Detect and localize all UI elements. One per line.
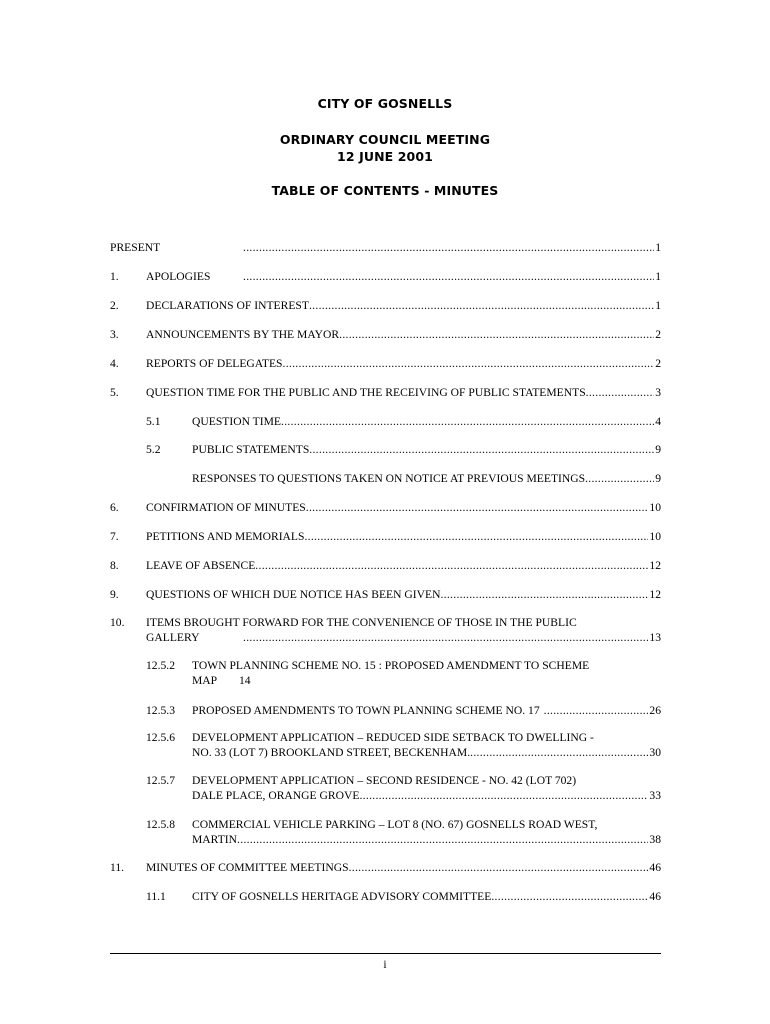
toc-entry-brookland xyxy=(192,746,661,760)
page-number: 38 xyxy=(649,833,661,846)
toc-title: QUESTION TIME FOR THE PUBLIC AND THE RECEIVING OF PUBLIC STATEMENTS xyxy=(146,386,586,399)
city-heading: CITY OF GOSNELLS xyxy=(317,96,453,111)
page-number: 9 xyxy=(655,472,661,485)
footer-page-number: i xyxy=(383,958,387,971)
leader-dots xyxy=(309,299,654,313)
toc-title: CONFIRMATION OF MINUTES xyxy=(146,501,306,514)
toc-title: MINUTES OF COMMITTEE MEETINGS xyxy=(146,861,349,874)
toc-title-line1: DEVELOPMENT APPLICATION – REDUCED SIDE SETBACK TO DWELLING - xyxy=(192,731,594,744)
leader-dots xyxy=(349,861,649,875)
leader-dots xyxy=(339,328,654,342)
toc-title: QUESTION TIME xyxy=(192,415,281,428)
toc-title: REPORTS OF DELEGATES xyxy=(146,357,283,370)
toc-entry-dale-place xyxy=(192,789,661,803)
meeting-date: 12 JUNE 2001 xyxy=(337,149,433,164)
page-number: 26 xyxy=(649,704,661,717)
toc-title: PETITIONS AND MEMORIALS xyxy=(146,530,305,543)
toc-title-apologies: APOLOGIES xyxy=(146,270,211,283)
toc-title: DECLARATIONS OF INTEREST xyxy=(146,299,309,312)
toc-entry-items-forward xyxy=(243,631,661,645)
page-number: 30 xyxy=(649,746,661,759)
page-number: 10 xyxy=(649,530,661,543)
toc-number: 5.2 xyxy=(146,443,161,456)
page-number: 2 xyxy=(655,328,661,341)
toc-number: 6. xyxy=(110,501,119,514)
meeting-heading: ORDINARY COUNCIL MEETING xyxy=(279,132,491,147)
toc-title-line2: MAP xyxy=(192,674,218,687)
toc-entry-announcements xyxy=(146,328,661,342)
leader-dots xyxy=(237,833,648,847)
leader-dots xyxy=(243,631,648,645)
toc-number: 9. xyxy=(110,588,119,601)
toc-number: 3. xyxy=(110,328,119,341)
leader-dots xyxy=(540,704,649,718)
toc-number: 11.1 xyxy=(146,890,166,903)
page-number: 3 xyxy=(655,386,661,399)
toc-entry-petitions xyxy=(146,530,661,544)
toc-number: 2. xyxy=(110,299,119,312)
toc-number: 12.5.8 xyxy=(146,818,175,831)
toc-number: 5. xyxy=(110,386,119,399)
toc-entry-question-time-public xyxy=(146,386,661,400)
leader-dots xyxy=(440,588,648,602)
page-number: 12 xyxy=(649,559,661,572)
toc-number: 4. xyxy=(110,357,119,370)
toc-entry-questions-notice xyxy=(146,588,661,602)
page-number: 4 xyxy=(655,415,661,428)
toc-entry-leave xyxy=(146,559,661,573)
page-number: 46 xyxy=(649,890,661,903)
toc-title-line1: TOWN PLANNING SCHEME NO. 15 : PROPOSED AMENDMENT TO SCHEME xyxy=(192,659,590,672)
toc-number: 12.5.7 xyxy=(146,774,175,787)
toc-entry-martin xyxy=(192,833,661,847)
toc-entry-declarations xyxy=(146,299,661,313)
leader-dots xyxy=(281,415,654,429)
leader-dots xyxy=(359,789,648,803)
page-number: 12 xyxy=(649,588,661,601)
toc-entry-apologies xyxy=(243,270,661,284)
footer-rule xyxy=(110,953,661,954)
page-number: 9 xyxy=(655,443,661,456)
page-number: 14 xyxy=(239,674,251,687)
toc-title-line2: NO. 33 (LOT 7) BROOKLAND STREET, BECKENHAM. xyxy=(192,746,471,759)
toc-title: PUBLIC STATEMENTS xyxy=(192,443,310,456)
page-number: 46 xyxy=(649,861,661,874)
toc-entry-responses xyxy=(192,472,661,486)
toc-title-line1: DEVELOPMENT APPLICATION – SECOND RESIDENCE - NO. 42 (LOT 702) xyxy=(192,774,577,787)
toc-entry-heritage xyxy=(192,890,661,904)
leader-dots xyxy=(306,501,649,515)
toc-number: 12.5.6 xyxy=(146,731,175,744)
toc-number: 10. xyxy=(110,616,125,629)
page-number: 1 xyxy=(655,241,661,254)
toc-title-line1: COMMERCIAL VEHICLE PARKING – LOT 8 (NO. 67) GOSNELLS ROAD WEST, xyxy=(192,818,598,831)
page-number: 2 xyxy=(655,357,661,370)
toc-entry-public-statements xyxy=(192,443,661,457)
leader-dots xyxy=(586,386,655,400)
toc-present-label: PRESENT xyxy=(110,241,161,254)
leader-dots xyxy=(243,270,654,284)
toc-number: 12.5.2 xyxy=(146,659,175,672)
toc-title-line2: GALLERY xyxy=(146,631,200,644)
toc-entry-reports xyxy=(146,357,661,371)
toc-title: TABLE OF CONTENTS - MINUTES xyxy=(271,183,499,198)
toc-entry-committee-minutes xyxy=(146,861,661,875)
toc-title: LEAVE OF ABSENCE xyxy=(146,559,256,572)
leader-dots xyxy=(470,746,648,760)
leader-dots xyxy=(283,357,655,371)
leader-dots xyxy=(585,472,654,486)
toc-number: 12.5.3 xyxy=(146,704,175,717)
toc-number: 7. xyxy=(110,530,119,543)
toc-entry-tps17 xyxy=(192,704,661,718)
toc-entry-present xyxy=(243,241,661,255)
leader-dots xyxy=(255,559,648,573)
page-number: 13 xyxy=(649,631,661,644)
toc-title: ANNOUNCEMENTS BY THE MAYOR xyxy=(146,328,340,341)
leader-dots xyxy=(243,241,654,255)
toc-title-line2: DALE PLACE, ORANGE GROVE xyxy=(192,789,360,802)
toc-title-line1: ITEMS BROUGHT FORWARD FOR THE CONVENIENCE OF THOSE IN THE PUBLIC xyxy=(146,616,577,629)
page-number: 33 xyxy=(649,789,661,802)
toc-title-line2: MARTIN xyxy=(192,833,238,846)
leader-dots xyxy=(304,530,648,544)
toc-entry-confirmation xyxy=(146,501,661,515)
toc-title: CITY OF GOSNELLS HERITAGE ADVISORY COMMITTEE xyxy=(192,890,492,903)
toc-number: 5.1 xyxy=(146,415,161,428)
page-number: 1 xyxy=(655,270,661,283)
toc-title: PROPOSED AMENDMENTS TO TOWN PLANNING SCHEME NO. 17 xyxy=(192,704,540,717)
toc-title: QUESTIONS OF WHICH DUE NOTICE HAS BEEN GIVEN xyxy=(146,588,441,601)
leader-dots xyxy=(309,443,654,457)
toc-title: RESPONSES TO QUESTIONS TAKEN ON NOTICE AT PREVIOUS MEETINGS xyxy=(192,472,586,485)
toc-number: 1. xyxy=(110,270,119,283)
toc-entry-question-time xyxy=(192,415,661,429)
toc-number: 8. xyxy=(110,559,119,572)
leader-dots xyxy=(491,890,648,904)
toc-number: 11. xyxy=(110,861,125,874)
page-number: 10 xyxy=(649,501,661,514)
page-number: 1 xyxy=(655,299,661,312)
